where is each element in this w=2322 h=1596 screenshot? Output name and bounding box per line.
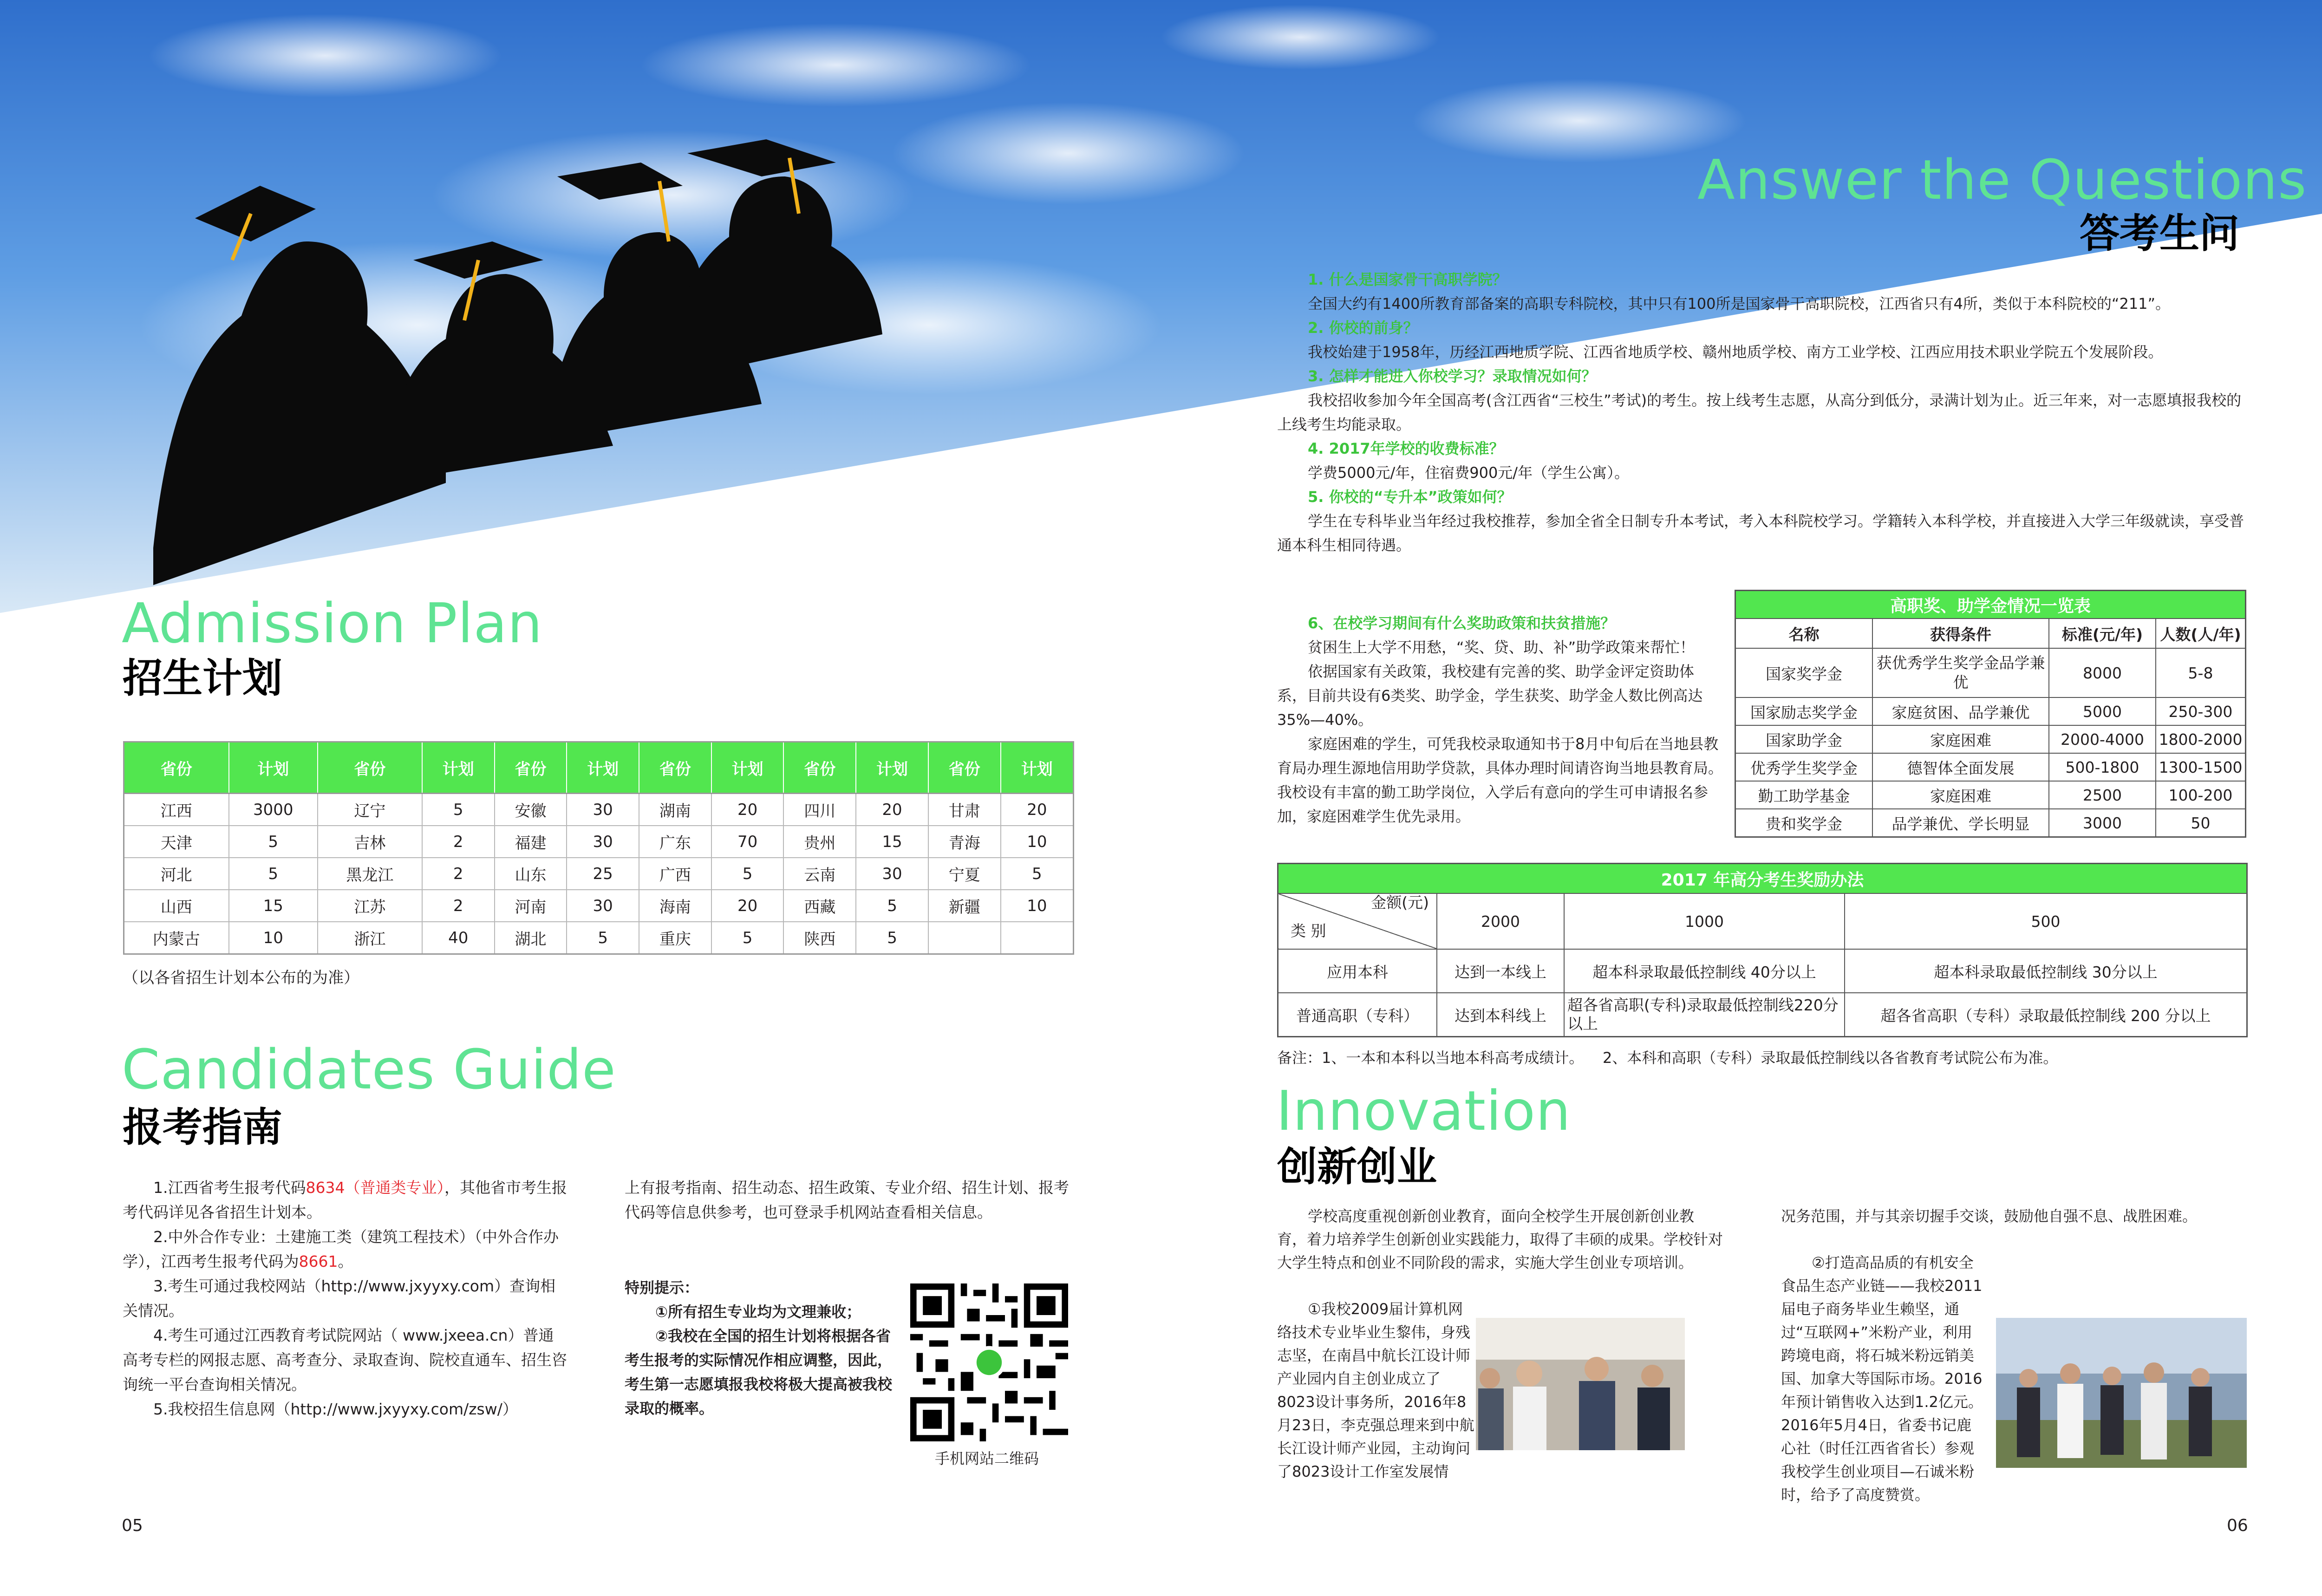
innovation-story-1: [1277, 1297, 1477, 1483]
table-cell: 贵州: [783, 826, 856, 858]
table-cell: 70: [711, 826, 784, 858]
table-cell: 50: [2156, 809, 2246, 837]
innovation-paragraph-4: ②打造高品质的有机安全食品生态产业链——我校2011届电子商务毕业生赖坚，通过“互联网+”米粉产业，利用跨境电商，将石城米粉远销美国、加拿大等国际市场。2016年预计销售收入达到1.2亿元。2016年5月4日，省委书记鹿心社（时任江西省省长）参观我校学生创业项目—石诚米粉时，给予了高度赞赏。: [1781, 1254, 1983, 1504]
table-cell: 山东: [495, 858, 567, 890]
table-row: [1278, 949, 2247, 993]
faq-question-2: 2. 你校的前身？: [1308, 319, 1418, 337]
faq-question-3: 3. 怎样才能进入你校学习？录取情况如何？: [1308, 367, 1597, 385]
guide-item-5: 5.我校招生信息网（http://www.jxyyxy.com/zsw/）: [153, 1400, 518, 1418]
table-cell: 广东: [639, 826, 711, 858]
questions-title-zh: 答考生问: [2080, 210, 2239, 257]
innovation-intro: [1277, 1205, 1723, 1274]
questions-title-en: Answer the Questions: [1697, 148, 2307, 212]
table-cell: 20: [711, 890, 784, 922]
faq-block-6: [1277, 611, 1723, 828]
table-cell: 贵和奖学金: [1735, 809, 1873, 837]
faq-answer-6-3: 家庭困难的学生，可凭我校录取通知书于8月中旬后在当地县教育局办理生源地信用助学贷款，具体办理时间请咨询当地县教育局。我校设有丰富的勤工助学岗位，入学后有意向的学生可申请报名参加，家庭困难学生优先录用。: [1277, 735, 1723, 825]
table-row: [1735, 697, 2246, 725]
faq-answer-1: 全国大约有1400所教育部备案的高职专科院校，其中只有100所是国家骨干高职院校，江西省只有4所，类似于本科院校的“211”。: [1308, 295, 2171, 313]
table-cell: 国家励志奖学金: [1735, 697, 1873, 725]
innovation-paragraph-1: 学校高度重视创新创业教育，面向全校学生开展创新创业教育，着力培养学生创新创业实践能力，取得了丰硕的成果。学校针对大学生特点和创业不同阶段的需求，实施大学生创业专项培训。: [1277, 1207, 1723, 1271]
table-cell: 德智体全面发展: [1872, 753, 2049, 781]
table-row: [1735, 781, 2246, 809]
table-header: 计划: [422, 742, 495, 794]
table-cell: 西藏: [783, 890, 856, 922]
table-cell: 40: [422, 922, 495, 954]
table-cell: 5: [856, 890, 928, 922]
faq-answer-3: 我校招收参加今年全国高考(含江西省“三校生”考试)的考生。按上线考生志愿，从高分到低分，录满计划为止。近三年来，对一志愿填报我校的上线考生均能录取。: [1277, 391, 2242, 433]
table-cell: 2500: [2049, 781, 2156, 809]
table-cell: 黑龙江: [318, 858, 422, 890]
table-cell: 优秀学生奖学金: [1735, 753, 1873, 781]
table-row: [124, 922, 1074, 954]
table-header: 名称: [1735, 619, 1873, 648]
faq-answer-6-2: 依据国家有关政策，我校建有完善的奖、助学金评定资助体系，目前共设有6类奖、助学金，学生获奖、助学金人数比例高达35%—40%。: [1277, 663, 1703, 729]
guide-item-2-text: 2.中外合作专业：土建施工类（建筑工程技术）（中外合作办学），江西考生报考代码为: [123, 1228, 559, 1270]
table-cell: 勤工助学基金: [1735, 781, 1873, 809]
table-cell: 8000: [2049, 648, 2156, 697]
table-cell: 品学兼优、学长明显: [1872, 809, 2049, 837]
guide-right-column: [625, 1175, 1070, 1225]
table-cell: 重庆: [639, 922, 711, 954]
table-cell: 5-8: [2156, 648, 2246, 697]
table-cell: 25: [567, 858, 639, 890]
table-header: 省份: [783, 742, 856, 794]
table-header: 省份: [928, 742, 1001, 794]
table-cell: 超各省高职（专科）录取最低控制线 200 分以上: [1845, 993, 2247, 1037]
table-cell: 家庭困难: [1872, 725, 2049, 753]
table-corner-cell: [1278, 893, 1437, 949]
table-row: [124, 858, 1074, 890]
table-cell: 20: [711, 794, 784, 826]
table-cell: 5: [567, 922, 639, 954]
table-cell: 20: [856, 794, 928, 826]
qr-code-image[interactable]: [910, 1283, 1068, 1441]
table-cell: 30: [567, 890, 639, 922]
table-cell: 10: [1001, 890, 1074, 922]
table-cell: 2: [422, 890, 495, 922]
table-cell: 江西: [124, 794, 229, 826]
table-cell: 甘肃: [928, 794, 1001, 826]
table-cell: 内蒙古: [124, 922, 229, 954]
faq-question-1: 1. 什么是国家骨干高职学院？: [1308, 271, 1507, 288]
table-cell: 30: [567, 794, 639, 826]
table-header: 标准(元/年): [2049, 619, 2156, 648]
table-header: 计划: [711, 742, 784, 794]
table-cell: 江苏: [318, 890, 422, 922]
table-cell: 陕西: [783, 922, 856, 954]
table-cell: 湖北: [495, 922, 567, 954]
table-cell: 5000: [2049, 697, 2156, 725]
table-cell: 福建: [495, 826, 567, 858]
table-cell: 达到一本线上: [1437, 949, 1564, 993]
guide-item-2-text-end: 。: [338, 1252, 353, 1270]
table-cell: 山西: [124, 890, 229, 922]
table-header: 省份: [124, 742, 229, 794]
table-caption: 高职奖、助学金情况一览表: [1735, 591, 2246, 619]
tip-2: ②我校在全国的招生计划将根据各省考生报考的实际情况作相应调整，因此，考生第一志愿填报我校将极大提高被我校录取的概率。: [625, 1327, 893, 1417]
table-cell: 5: [711, 858, 784, 890]
table-cell: 超本科录取最低控制线 40分以上: [1564, 949, 1845, 993]
table-cell: 5: [856, 922, 928, 954]
table-cell: 500-1800: [2049, 753, 2156, 781]
table-cell: 云南: [783, 858, 856, 890]
table-header: 省份: [495, 742, 567, 794]
table-cell: 家庭困难: [1872, 781, 2049, 809]
table-cell: 5: [1001, 858, 1074, 890]
table-cell: 5: [229, 858, 318, 890]
table-cell: 5: [229, 826, 318, 858]
table-cell: 湖南: [639, 794, 711, 826]
table-cell: 国家助学金: [1735, 725, 1873, 753]
table-cell: 吉林: [318, 826, 422, 858]
table-caption: 2017 年高分考生奖励办法: [1278, 864, 2247, 894]
table-header: 1000: [1564, 893, 1845, 949]
table-header: 省份: [318, 742, 422, 794]
faq-question-6: 6、在校学习期间有什么奖助政策和扶贫措施？: [1308, 614, 1616, 632]
high-score-award-table: [1277, 863, 2248, 1037]
faq-answer-6-1: 贫困生上大学不用愁，“奖、贷、助、补”助学政策来帮忙！: [1308, 638, 1695, 656]
table-cell: 浙江: [318, 922, 422, 954]
table-cell: 100-200: [2156, 781, 2246, 809]
table-cell: 20: [1001, 794, 1074, 826]
table-cell: 10: [1001, 826, 1074, 858]
innovation-paragraph-3: 况务范围，并与其亲切握手交谈，鼓励他自强不息、战胜困难。: [1781, 1207, 2198, 1225]
table-cell: 新疆: [928, 890, 1001, 922]
guide-item-1-text-end: ，其他省市考生报考代码详见各省招生计划本。: [123, 1179, 567, 1221]
table-header: 获得条件: [1872, 619, 2049, 648]
special-tips: [625, 1276, 899, 1420]
table-cell: 获优秀学生奖学金品学兼优: [1872, 648, 2049, 697]
innovation-title-zh: 创新创业: [1277, 1144, 1437, 1190]
guide-item-5-cont: 上有报考指南、招生动态、招生政策、专业介绍、招生计划、报考代码等信息供参考，也可登录手机网站查看相关信息。: [625, 1179, 1069, 1221]
table-header: 2000: [1437, 893, 1564, 949]
table-cell: 四川: [783, 794, 856, 826]
table-header-row: [1735, 619, 2246, 648]
table-cell: 15: [229, 890, 318, 922]
guide-item-2: [123, 1225, 568, 1274]
table-cell: [1001, 922, 1074, 954]
admission-title-zh: 招生计划: [123, 655, 282, 702]
table-cell: 2: [422, 858, 495, 890]
table-cell: 河北: [124, 858, 229, 890]
guide-item-3: 3.考生可通过我校网站（http://www.jxyyxy.com）查询相关情况。: [123, 1277, 556, 1320]
table-header: 计划: [1001, 742, 1074, 794]
table-row: [124, 826, 1074, 858]
guide-item-1-text: 1.江西省考生报考代码: [153, 1179, 306, 1197]
table-cell: 辽宁: [318, 794, 422, 826]
table-row: [1735, 725, 2246, 753]
guide-left-column: [123, 1175, 568, 1421]
table-cell: 1300-1500: [2156, 753, 2246, 781]
table-header: 人数(人/年): [2156, 619, 2246, 648]
admission-title-en: Admission Plan: [122, 591, 543, 655]
corner-label-amount: 金额(元): [1371, 893, 1429, 912]
table-header: 500: [1845, 893, 2247, 949]
scholarship-table: [1735, 590, 2246, 838]
guide-title-zh: 报考指南: [123, 1104, 282, 1151]
table-header: 计划: [856, 742, 928, 794]
tip-1: ①所有招生专业均为文理兼收；: [655, 1303, 861, 1321]
table-cell: [928, 922, 1001, 954]
table-row: [1278, 993, 2247, 1037]
table-cell: 30: [567, 826, 639, 858]
faq-answer-5: 学生在专科毕业当年经过我校推荐，参加全省全日制专升本考试，考入本科院校学习。学籍转入本科学校，并直接进入大学三年级就读，享受普通本科生相同待遇。: [1277, 512, 2244, 554]
table-cell: 3000: [229, 794, 318, 826]
table-cell: 普通高职（专科）: [1278, 993, 1437, 1037]
corner-label-category: 类 别: [1291, 922, 1326, 940]
innovation-paragraph-2: ①我校2009届计算机网络技术专业毕业生黎伟，身残志坚，在南昌中航长江设计师产业园内自主创业成立了8023设计事务所，2016年8月23日，李克强总理来到中航长江设计师产业园，主动询问了8023设计工作室发展情: [1277, 1300, 1474, 1480]
faq-block: [1277, 267, 2248, 557]
table-cell: 家庭贫困、品学兼优: [1872, 697, 2049, 725]
table-cell: 广西: [639, 858, 711, 890]
innovation-title-en: Innovation: [1276, 1079, 1571, 1143]
table-cell: 15: [856, 826, 928, 858]
table-cell: 宁夏: [928, 858, 1001, 890]
guide-code-highlight: 8634（普通类专业）: [306, 1179, 444, 1197]
admission-note: （以各省招生计划本公布的为准）: [123, 969, 359, 987]
table-header-row: [124, 742, 1074, 794]
table-cell: 10: [229, 922, 318, 954]
table-cell: 2: [422, 826, 495, 858]
faq-answer-2: 我校始建于1958年，历经江西地质学院、江西省地质学校、赣州地质学校、南方工业学校、江西应用技术职业学院五个发展阶段。: [1308, 343, 2163, 361]
table-cell: 超各省高职(专科)录取最低控制线220分以上: [1564, 993, 1845, 1037]
premier-visit-photo: [1476, 1318, 1685, 1450]
faq-question-5: 5. 你校的“专升本”政策如何？: [1308, 488, 1512, 506]
table-row: [1735, 753, 2246, 781]
qr-caption: 手机网站二维码: [935, 1450, 1039, 1467]
tips-title: 特别提示：: [625, 1279, 699, 1296]
table-cell: 天津: [124, 826, 229, 858]
guide-item-4: 4.考生可通过江西教育考试院网站（ www.jxeea.cn）普通高考专栏的网报志愿、高考查分、录取查询、院校直通车、招生咨询统一平台查询相关情况。: [123, 1326, 567, 1394]
guide-item-1: [123, 1175, 568, 1225]
table-header: 省份: [639, 742, 711, 794]
table-row: [124, 890, 1074, 922]
table-cell: 达到本科线上: [1437, 993, 1564, 1037]
table-cell: 应用本科: [1278, 949, 1437, 993]
table-cell: 海南: [639, 890, 711, 922]
table-row: [124, 794, 1074, 826]
table-cell: 5: [422, 794, 495, 826]
table-cell: 安徽: [495, 794, 567, 826]
innovation-story-2: [1781, 1251, 2246, 1506]
table-cell: 超本科录取最低控制线 30分以上: [1845, 949, 2247, 993]
guide-title-en: Candidates Guide: [122, 1037, 616, 1101]
innovation-right-column: [1781, 1205, 2246, 1228]
table-header: 计划: [567, 742, 639, 794]
table-header-row: [1278, 893, 2247, 949]
table-cell: 河南: [495, 890, 567, 922]
table-cell: 30: [856, 858, 928, 890]
table-row: [1735, 648, 2246, 697]
table-cell: 3000: [2049, 809, 2156, 837]
province-plan-table: [123, 741, 1074, 955]
guide-code-highlight: 8661: [299, 1252, 338, 1270]
table-cell: 2000-4000: [2049, 725, 2156, 753]
award-note: 备注：1、一本和本科以当地本科高考成绩计。 2、本科和高职（专科）录取最低控制线以各省教育考试院公布为准。: [1277, 1049, 2058, 1067]
faq-answer-4: 学费5000元/年，住宿费900元/年（学生公寓）。: [1308, 464, 1630, 482]
table-cell: 5: [711, 922, 784, 954]
table-cell: 1800-2000: [2156, 725, 2246, 753]
faq-question-4: 4. 2017年学校的收费标准？: [1308, 440, 1504, 457]
page-number-right: 06: [2227, 1516, 2248, 1535]
page-number-left: 05: [122, 1516, 143, 1535]
table-row: [1735, 809, 2246, 837]
table-header: 计划: [229, 742, 318, 794]
table-cell: 国家奖学金: [1735, 648, 1873, 697]
table-cell: 250-300: [2156, 697, 2246, 725]
table-cell: 青海: [928, 826, 1001, 858]
